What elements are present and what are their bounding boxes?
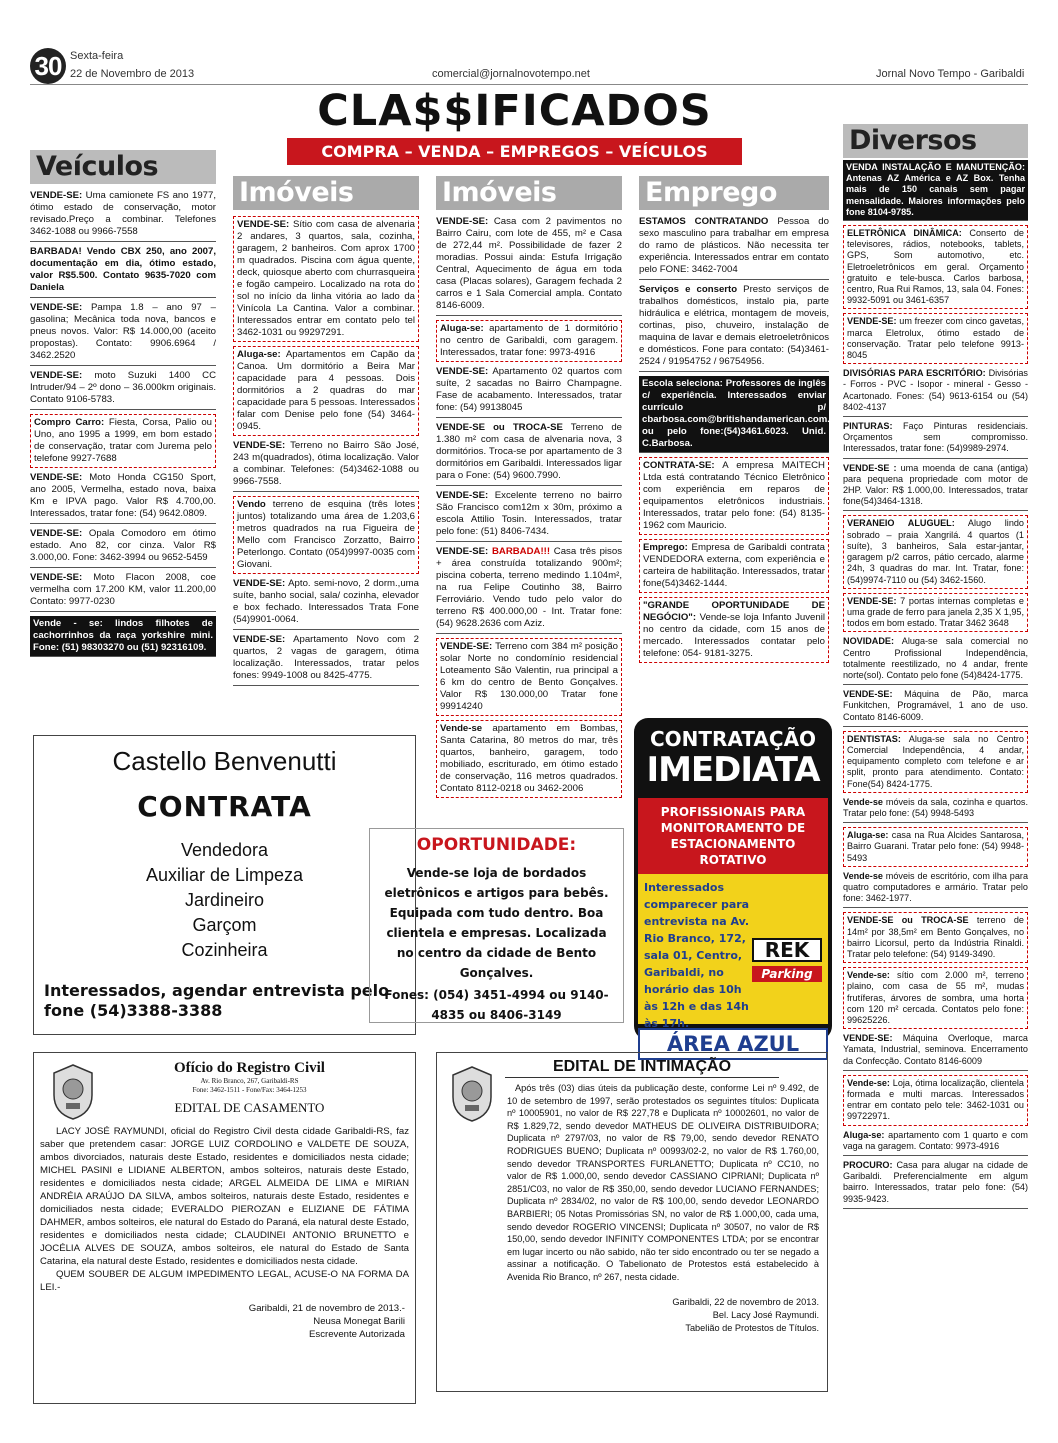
section-veiculos: Veículos	[30, 150, 216, 184]
ad-text: móveis da sala, cozinha e quartos. Tratar pelo fone: (54) 9948-5493	[843, 796, 1028, 818]
ad-text: móveis de escritório, com ilha para quatro computadores e armário. Tratar pelo fone: 3462-1977.	[843, 870, 1028, 904]
registro-body: LACY JOSÉ RAYMUNDI, oficial do Registro Civil desta cidade Garibaldi-RS, faz saber que pretendem casar: JORGE LUIZ CORDOLINO e VALDETE DE SOUZA, ambos divorciados, naturais deste Estado, residentes e domiciliados nesta cidade; MICHEL PASINI e LIDIANE ALBERTON, ambos solteiros, naturais deste Estado, residentes e domiciliados nesta cidade; ARGEL ALMEIDA DE LIMA e MIRIAN ANDRÉIA ARAÚJO DA SILVA, ambos solteiros, naturais deste Estado, residentes e domiciliados nesta cidade; EVERALDO PIEROZAN e ELIZIANE DE FÁTIMA DAHMER, ambos solteiros, ele natural do Estado do Paraná, ela natural deste Estado, residentes e domiciliados nesta cidade; CLAUDINEI ANTONIO BRUNETTO e JOCÉLIA ALVES DE SOUZA, ambos solteiros, ele natural do Estado de Santa Catarina, ela natural deste Estado, residentes e domiciliados nesta cidade.	[40, 1126, 409, 1267]
ad-text: A empresa MAITECH Ltda está contratando Técnico Eletrônico com experiência em reparos de equipamentos eletrônicos industriais. Interessados, tratar pelo fone: (54) 8135-1962 com Mauricio.	[643, 460, 825, 531]
ad-text: sítio com 2.000 m², terreno plaino, com casa de 55 m², mudas frutíferas, árvores de sombra, uma horta com 120 m² cercada. Contatos pelo fone: 99625226.	[847, 970, 1024, 1025]
ad-lead: Vende - se:	[33, 618, 103, 629]
email[interactable]: comercial@jornalnovotempo.net	[432, 68, 590, 80]
classified-ad	[30, 528, 216, 568]
ad-lead: Vendo	[237, 499, 266, 510]
registro-addr2: Fone: 3462-1511 - Fone/Fax: 3464-1253	[192, 1086, 307, 1094]
ad-text: terreno de esquina (três lotes juntos) totalizando uma área de 1.203,6 metros quadrados na rua Figueira de Mello com Francisco Zorzatto, Bairro Peterlongo. Contato (054)9997-0035 com Giovani.	[237, 499, 415, 570]
ad-lead: VENDE-SE:	[30, 572, 83, 583]
ad-text: casa na Rua Alcides Santarosa, Bairro Guarani. Tratar pelo fone: (54) 9948-5493	[847, 830, 1024, 863]
ad-text: Opala Comodoro em ótimo estado. Ano 82, cor cinza. Valor R$ 3.000,00. Fone: 3462-3994 ou 9652-5459	[30, 528, 216, 563]
registro-addr1: Av. Rio Branco, 267, Garibaldi-RS	[200, 1077, 299, 1085]
ad-lead: PINTURAS:	[843, 421, 893, 432]
ad-lead: CONTRATA-SE:	[643, 460, 715, 471]
classified-ad	[30, 370, 216, 410]
ad-text: Terreno com 384 m² posição solar Norte no condomínio residencial Loteamento São Valentin, rua principal a 6 km do centro de Bento Gonçalves. Valor R$ 130.000,00 Tratar fone 99914240	[440, 641, 618, 712]
ad-lead: Aluga-se:	[237, 349, 281, 360]
masthead-subtitle: COMPRA – VENDA – EMPREGOS – VEÍCULOS	[287, 138, 742, 165]
classified-ad	[843, 636, 1028, 685]
classified-ad	[843, 225, 1028, 309]
ad-lead: VENDE-SE:	[233, 440, 286, 451]
ad-lead: Compro Carro:	[34, 417, 105, 428]
ad-text: Pessoa do sexo masculino para trabalhar em empresa do ramo de plásticos. Não necessita ter experiência. Interessados entrar em contato pelo FONE: 3462-7004	[639, 216, 829, 275]
ad-text: Terreno de 1.380 m² com casa de alvenaria nova, 3 dormitórios. Troca-se por apartamento de 3 dormitórios em Garibaldi. Interessados ligar para o Fone: (54) 9600.7990.	[436, 422, 622, 481]
edital-signature	[445, 1296, 819, 1335]
ad-text: Antenas AZ América e AZ Box. Tenha mais de 150 canais sem pagar mensalidade. Maiores informações pelo fone 8104-9785.	[846, 173, 1025, 217]
contratacao-yellow-panel	[638, 874, 828, 1030]
ad-lead: VENDE-SE:	[436, 366, 489, 377]
ad-text: Casa para alugar na cidade de Garibaldi. Preferencialmente em algum bairro. Interessados, tratar pelo fone: (54) 9935-9423.	[843, 1160, 1028, 1204]
diversos-column	[843, 160, 1028, 1213]
imoveis-2-column	[436, 216, 622, 802]
classified-ad	[843, 515, 1028, 588]
edital-sign-role: Tabelião de Protestos de Títulos.	[685, 1322, 819, 1333]
emprego-column	[639, 216, 840, 667]
area-azul-label: ÁREA AZUL	[638, 1028, 828, 1060]
classified-ad	[843, 731, 1028, 793]
ad-text: Moto Honda CG150 Sport, ano 2005, Vermelha, estado nova, baixa Km e IPVA pago. Valor R$ 4.700,00. Interessados, tratar fone: (54) 9642.0809.	[30, 472, 216, 519]
classified-ad	[843, 827, 1028, 867]
classified-ad	[436, 638, 622, 716]
ad-lead: "GRANDE OPORTUNIDADE DE NEGÓCIO":	[643, 600, 825, 623]
ad-highlight: BARBADA!!!	[491, 546, 551, 557]
ad-text: Vende-se loja Infanto Juvenil no centro da cidade, com 15 anos de mercado. Interessados contatar pelo telefone: 054- 9181-3275.	[643, 612, 825, 659]
classified-ad	[30, 472, 216, 524]
classified-ad	[639, 284, 829, 372]
ad-lead: NOVIDADE:	[843, 636, 895, 647]
ad-text: apartamento de 1 dormitório no centro de Garibaldi, com garagem. Interessados, tratar fone: 9973-4916	[440, 323, 618, 358]
classified-ad	[639, 457, 829, 535]
section-diversos: Diversos	[843, 124, 1028, 158]
ad-text: Sítio com casa de alvenaria 2 andares, 3 quartos, sala, cozinha, garagem, 2 banheiros. Com aprox 1700 m quadrados. Piscina com água quente, deck, quiosque aberto com churrasqueira e fogão campeiro. Localizado na rota do sol no início da linha vitória ao lado da Vinícola La Cantina. Valor a combinar. Interessados entrar em contato pelo tel 3462-1031 ou 99297291.	[237, 219, 415, 338]
ad-text: Excelente terreno no bairro São Francisco com12m x 30m, próximo a escola Attilio Tosin. Interessados, tratar pelo fone: (51) 8406-7434.	[436, 490, 622, 537]
ad-text: Professores de inglês c/ experiência. Interessados enviar currículo p/ cbarbosa.com@britishandamerican.com.br ou pelo fone:(54)3461.6023. Unid. C.Barbosa.	[642, 378, 840, 449]
ad-lead: Vende-se	[440, 723, 483, 734]
classified-ad	[30, 302, 216, 366]
classified-ad	[436, 216, 622, 316]
ad-text: Moto Flacon 2008, coe vermelha com 17.200 KM, valor 11.200,00 Contato: 9977-0230	[30, 572, 216, 607]
ad-lead: VENDE-SE:	[30, 190, 83, 201]
ad-lead: VENDE-SE:	[843, 689, 893, 700]
ad-lead: VENDE-SE :	[843, 462, 897, 473]
ad-lead: Vende-se:	[847, 970, 890, 981]
classified-ad	[843, 797, 1028, 823]
date: 22 de Novembro de 2013	[70, 68, 195, 80]
registro-notice	[33, 1052, 416, 1404]
ad-lead: VENDE-SE:	[233, 634, 286, 645]
ad-text: Casa com 2 pavimentos no Bairro Cairu, com lote de 455, m² e Casa de 272,44 m². Possibilidade de fazer 2 moradias. Possui ainda: Estufa Irrigação Central, Aquecimento de água em toda casa (Placas solares), Garagem fechada 2 carros e 1 Sala Comercial ampla. Contato 8146-6009.	[436, 216, 622, 311]
classified-ad	[233, 496, 419, 574]
ad-text: terreno de 14m² por 38,5m² em Bento Gonçalves, no bairro Licorsul, perto da Indústria Rinaldi. Tratar pelo telefone: (54) 9149-3490.	[847, 915, 1024, 959]
registro-sign-role: Escrevente Autorizada	[309, 1329, 405, 1340]
classified-ad	[639, 376, 840, 453]
ad-lead: VENDE-SE:	[440, 641, 493, 652]
castello-role: Cozinheira	[181, 940, 268, 960]
classified-ad	[843, 160, 1028, 221]
ad-text: Fiesta, Corsa, Palio ou Uno, ano 1995 a 1999, em bom estado de conservação, tratar com Jurema pelo telefone 9927-7688	[34, 417, 212, 464]
rs-coat-of-arms-icon	[447, 1063, 497, 1123]
ad-text: Aluga-se sala comercial no Centro Profissional Independência, totalmente reestilizado, no 4 andar, frente norte(sol). Contato pelo fone (54)8424-1775.	[843, 636, 1028, 680]
classified-ad	[843, 1160, 1028, 1209]
imoveis-1-column	[233, 216, 419, 690]
classified-ad	[639, 539, 829, 593]
weekday: Sexta-feira	[70, 50, 124, 62]
ad-text: um freezer com cinco gavetas, marca Eletrolux, ótimo estado de conservação. Tratar pelo telefone 9913-8045	[847, 316, 1024, 361]
classified-ad	[843, 1130, 1028, 1156]
ad-text: uma moenda de cana (antiga) para pequena propriedade com motor de 2HP. Valor: R$ 1.000,00. Interessados, tratar fone(54)3464-1318.	[843, 462, 1028, 507]
ad-text: Máquina Overloque, marca Yamata, Industrial, seminova. Encerramento da Confecção. Contato 8146-6009	[843, 1033, 1028, 1066]
ad-text: Loja, ótima localização, clientela formada e multi marcas. Interessados entrar em contato pelo tele: 3462-1031 ou 99722971.	[847, 1077, 1024, 1122]
classified-ad	[639, 597, 829, 663]
oportunidade-phones: Fones: (054) 3451-4994 ou 9140-4835 ou 8406-3149	[384, 988, 609, 1022]
ad-lead: VENDE-SE:	[30, 528, 83, 539]
classified-ad	[30, 572, 216, 612]
castello-role: Garçom	[192, 915, 257, 935]
veiculos-column	[30, 190, 216, 661]
ad-lead: VENDE-SE ou TROCA-SE	[847, 915, 969, 926]
section-emprego: Emprego	[639, 176, 829, 210]
classified-ad	[436, 422, 622, 486]
classified-ad	[233, 634, 419, 686]
classified-ad	[843, 593, 1028, 633]
ad-lead: Aluga-se:	[847, 830, 889, 841]
masthead-title: CLA$$IFICADOS	[317, 86, 712, 136]
ad-lead: VENDE-SE:	[237, 219, 290, 230]
section-imoveis-1: Imóveis	[233, 176, 419, 210]
classified-ad	[843, 871, 1028, 909]
oportunidade-body: Vende-se loja de bordados eletrônicos e artigos para bebês. Equipada com tudo dentro. Boa clientela e empresas. Localizada no centro da cidade de Bento Gonçalves.	[384, 866, 609, 980]
ad-text: 7 portas internas completas e uma grade de ferro para janela 2,35 X 1,95, todos em bom estado. Tratar 3462 3648	[847, 595, 1024, 629]
rek-logo: REK	[752, 938, 822, 962]
castello-name: Castello Benvenutti	[112, 746, 337, 776]
ad-lead: VERANEIO ALUGUEL:	[847, 518, 955, 529]
ad-text: moto Suzuki 1400 CC Intruder/94 – 2º dono – 36.000km originais. Contato 9106-5783.	[30, 370, 216, 405]
ad-text: apartamento em Bombas, Santa Catarina, 80 metros do mar, três quartos, banheiro, garagem, todo mobiliado, escriturado, em ótimo estado de conservação, 116 metros quadrados. Contato 8112-0218 ou 3462-2006	[440, 723, 618, 794]
castello-roles	[34, 838, 415, 963]
classified-ad	[30, 246, 216, 298]
ad-text: apartamento com 1 quarto e com vaga na garagem. Contato: 9973-4916	[843, 1129, 1028, 1151]
classified-ad	[843, 313, 1028, 364]
ad-text: Empresa de Garibaldi contrata VENDEDORA externa, com experiência e carteira de habilitação. Interessados, tratar fone(54)3462-1444.	[643, 542, 825, 589]
registro-closing: QUEM SOUBER DE ALGUM IMPEDIMENTO LEGAL, ACUSE-O NA FORMA DA LEI.-	[40, 1269, 409, 1293]
ad-lead: Emprego:	[643, 542, 688, 553]
ad-text: Alugo lindo sobrado – praia Xangrilá. 4 quartos (1 suíte), 3 banheiros, Sala estar-jantar, garagem p/2 carros, pátio cercado, alarme 24h, 3 quadras do mar. Int. Tratar, fone: (54)9974-7110 ou (54) 3462-1560.	[847, 518, 1024, 585]
edital-body: Após três (03) dias úteis da publicação deste, conforme Lei nº 9.492, de 10 de setembro de 1997, serão protestados os seguintes títulos: Duplicata nº 10005901, no valor de R$ 227,78 e Duplicata nº 10002601, no valor de R$ 1.829,72, sendo devedor MATHEUS DE OLIVEIRA DISTRIBUIDORA; Duplicata nº 2797/03, no valor de R$ 79,00, sendo devedor RENATO RODRIGUES BUENO; Duplicata nº 00993/02-2, no valor de R$ 1.760,00, sendo devedor TRANSPORTES FURLANETTO; Duplicata nº CC10, no valor de R$ 1.000,00, sendo devedor CASSIANO CIPRIANI; Duplicata nº 2851/C03, no valor de R$ 350,00, sendo devedor LUCIANO FERNANDES; Duplicata nº 2834/02, no valor de R$ 100,00, sendo devedor LEONARDO BARBIERI; 05 Notas Promissórias SN, no valor de R$ 1.000,00, cada uma, sendo devedor ROGERIO VINCENSI; Duplicata nº 30507, no valor de R$ 150,00, sendo devedor INFINITY COMPONENTES LTDA; por se encontrar em lugar incerto ou não sabido, não ter sido encontrado ou ter se negado a assinar a notificação. O Tabelionato de Protestos está estabelecido à Avenida Rio Branco, nº 267, nesta cidade.	[507, 1083, 819, 1282]
ad-text: Apartamentos em Capão da Canoa. Um dormitório a Beira Mar capacidade para 4 pessoas. Dois dormitórios a 2 quadras do mar capacidade para 5 pessoas. Interessados falar com Denise pelo fone (54) 3464-0945.	[237, 349, 415, 432]
ad-lead: PROCURO:	[843, 1160, 893, 1171]
ad-lead: VENDE-SE:	[436, 490, 489, 501]
classified-ad	[30, 414, 216, 468]
ad-lead: VENDE-SE:	[30, 370, 83, 381]
contratacao-ad	[634, 718, 832, 1056]
ad-text: Aluga-se sala no Centro Comercial Independência, 4 andar, equipamento completo com telefone e ar split, pronto para atendimento. Contato: Fone(54) 8424-1775.	[847, 733, 1024, 789]
contratacao-body: Interessados comparecer para entrevista na Av. Rio Branco, 172, sala 01, Centro, Garibaldi, no horário das 10h às 12h e das 14h às 17h.	[644, 881, 750, 1030]
registro-title: EDITAL DE CASAMENTO	[174, 1100, 325, 1115]
classified-ad	[436, 490, 622, 542]
castello-footer: Interessados, agendar entrevista pelo fone (54)3388-3388	[44, 981, 390, 1020]
ad-lead: VENDE-SE ou TROCA-SE	[436, 422, 563, 433]
edital-sign-date: Garibaldi, 22 de novembro de 2013.	[672, 1296, 819, 1307]
registro-signature	[40, 1302, 409, 1341]
edital-notice	[436, 1052, 828, 1392]
contratacao-line2: IMEDIATA	[646, 750, 820, 790]
ad-lead: VENDE-SE:	[847, 595, 897, 606]
castello-role: Auxiliar de Limpeza	[145, 865, 304, 885]
ad-lead: Aluga-se:	[843, 1129, 885, 1140]
ad-text: Máquina de Pão, marca Funkitchen, Programável, 1 ano de uso. Contato 8146-6009.	[843, 689, 1028, 722]
parking-label: Parking	[752, 966, 822, 982]
edital-title: EDITAL DE INTIMAÇÃO	[505, 1057, 779, 1078]
ad-text: Apartamento 02 quartos com suíte, 2 sacadas no Bairro Champagne. Fase de acabamento. Interessados, tratar fone: (54) 99138045	[436, 366, 622, 413]
ad-lead: BARBADA!	[30, 246, 82, 257]
classified-ad	[233, 440, 419, 492]
contratacao-red-banner: PROFISSIONAIS PARA MONITORAMENTO DE ESTACIONAMENTO ROTATIVO	[638, 798, 828, 874]
classified-ad	[843, 967, 1028, 1029]
classified-ad	[843, 1033, 1028, 1071]
ad-lead: Serviços e conserto	[639, 284, 738, 295]
classified-ad	[233, 578, 419, 630]
classified-ad	[30, 616, 216, 657]
ad-lead: Aluga-se:	[440, 323, 484, 334]
classified-ad	[843, 368, 1028, 417]
oportunidade-ad	[369, 828, 624, 1023]
section-imoveis-2: Imóveis	[436, 176, 622, 210]
ad-lead: Vende-se	[843, 870, 883, 881]
ad-lead: ELETRÔNICA DINÂMICA:	[847, 228, 962, 239]
ad-text: Divisórias - Forros - PVC - Isopor - mineral - Gesso - Acartonado. Fones: (54) 9613-6154 ou (54) 8402-4137	[843, 368, 1028, 412]
ad-lead: VENDE-SE:	[843, 1033, 893, 1044]
classified-ad	[843, 463, 1028, 512]
contratacao-line1: CONTRATAÇÃO	[649, 727, 817, 751]
edital-sign-name: Bel. Lacy José Raymundi.	[712, 1309, 819, 1320]
ad-lead: Vende-se:	[847, 1077, 890, 1088]
oportunidade-title: OPORTUNIDADE:	[416, 835, 577, 855]
header-rule	[30, 84, 1028, 85]
ad-lead: Vende-se	[843, 796, 883, 807]
ad-text: Uma camionete FS ano 1977, ótimo estado de conservação, motor revisado.Preço a combinar. Telefones 3462-1088 ou 9966-7558	[30, 190, 216, 237]
castello-ad	[33, 735, 416, 1035]
paper-name: Jornal Novo Tempo - Garibaldi	[876, 68, 1025, 80]
classified-ad	[436, 320, 622, 362]
classified-ad	[436, 720, 622, 798]
ad-text: Apartamento Novo com 2 quartos, 2 vagas de garagem, ótima localização. Interessados, tratar pelos fones: 9949-1008 ou 8425-4775.	[233, 634, 419, 681]
castello-role: Vendedora	[180, 840, 269, 860]
ad-text: Conserto de televisores, rádios, notebooks, tablets, GPS, Som automotivo, etc. Eletroeletrônicos em geral. Orçamento gratuito e tele-busca. Carlos barbosa, centro, Rua Rui Ramos, 13, sala 04. Fones: 9932-5091 ou 3461-6357	[847, 228, 1024, 306]
ad-text: Casa três pisos + área construída totalizando 900m²; piscina coberta, terreno medindo 1.104m², na rua Felipe Coutinho 38, Bairro Ferroviário. Vendo tudo pelo valor do terreno R$ 400.000,00 - Int. Tratar fone: (54) 9628.2636 com Aziz.	[436, 546, 622, 629]
registro-sign-date: Garibaldi, 21 de novembro de 2013.-	[248, 1303, 405, 1314]
classified-ad	[843, 421, 1028, 459]
registro-office: Ofício do Registro Civil	[174, 1060, 325, 1076]
classified-ad	[233, 216, 419, 342]
page-number: 30	[30, 48, 66, 84]
ad-lead: ESTAMOS CONTRATANDO	[639, 216, 769, 227]
ad-lead: VENDE-SE:	[436, 216, 489, 227]
classified-ad	[639, 216, 829, 280]
classified-ad	[843, 912, 1028, 963]
ad-lead: VENDE-SE:	[436, 546, 489, 557]
ad-text: Terreno no Bairro São José, 243 m(quadrados), ótima localização. Valor a combinar. Telefones: (54)3462-1088 ou 9966-7558.	[233, 440, 419, 487]
ad-text: Pampa 1.8 – ano 97 – gasolina; Mecânica toda nova, bancos e pneus novos. Valor: R$ 14.000,00 (aceito propostas). Contato: 9906.6964 / 3462.2520	[30, 302, 216, 361]
ad-lead: DENTISTAS:	[847, 733, 901, 744]
rs-coat-of-arms-icon	[48, 1061, 98, 1121]
ad-lead: Escola seleciona:	[642, 378, 723, 389]
ad-lead: VENDE-SE:	[30, 302, 83, 313]
classified-ad	[843, 689, 1028, 727]
ad-text: Presto serviços de trabalhos domésticos, instalo pia, parte hidráulica e elétrica, montagem de moveis, cortinas, piso, chuveiro, instalação de maquina de lavar e demais eletroeletrônicos e domésticos. Fone para contato: (54)3461-2524 / 91954752 / 96754956.	[639, 284, 829, 367]
ad-lead: VENDA INSTALAÇÃO E MANUTENÇÃO:	[846, 162, 1025, 172]
castello-role: Jardineiro	[184, 890, 265, 910]
ad-lead: DIVISÓRIAS PARA ESCRITÓRIO:	[843, 368, 986, 379]
ad-lead: VENDE-SE:	[30, 472, 83, 483]
classified-ad	[436, 546, 622, 634]
ad-text: Apto. semi-novo, 2 dorm.,uma suíte, banho social, sala/ cozinha, elevador e box fechado. Interessados Trata Fone (54)9901-0064.	[233, 578, 419, 625]
ad-text: Vendo CBX 250, ano 2007, documentação em dia, ótimo estado, valor R$5.500. Contato 9635-7020 com Daniela	[30, 246, 216, 293]
classified-ad	[436, 366, 622, 418]
ad-text: lindos filhotes de cachorrinhos da raça yorkshire mini. Fone: (51) 98303270 ou (51) 92316109.	[33, 618, 213, 653]
castello-contrata: CONTRATA	[137, 790, 312, 823]
ad-text: Faço Pinturas residenciais. Orçamentos sem compromisso. Interessados, tratar fone: (54)9989-2974.	[843, 421, 1028, 454]
classified-ad	[843, 1075, 1028, 1126]
classified-ad	[30, 190, 216, 242]
ad-lead: VENDE-SE:	[847, 316, 897, 327]
registro-sign-name: Neusa Monegat Barili	[313, 1316, 405, 1327]
ad-lead: VENDE-SE:	[233, 578, 286, 589]
classified-ad	[233, 346, 419, 436]
